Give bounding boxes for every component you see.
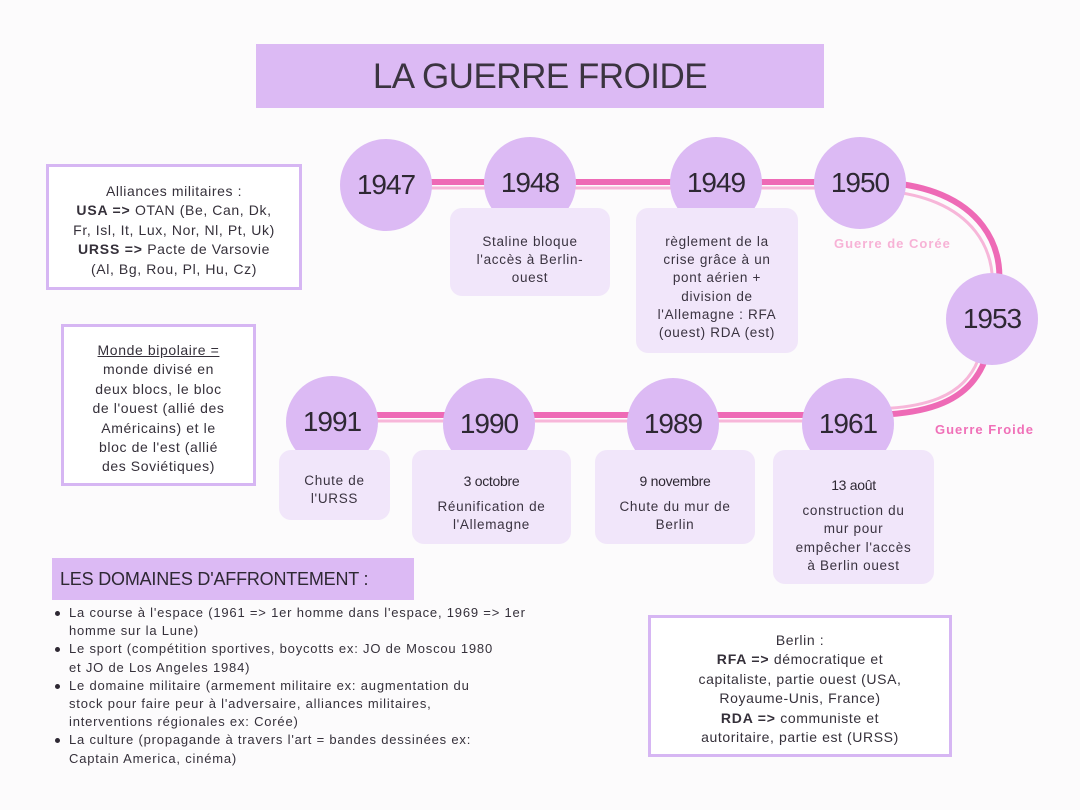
year-circle-1991: 1991: [286, 376, 378, 468]
list-line: Captain America, cinéma): [69, 750, 238, 766]
list-item: [52, 731, 592, 767]
urss-members: (Al, Bg, Rou, Pl, Hu, Cz): [91, 260, 257, 277]
list-item: [52, 677, 592, 732]
list-line: La course à l'espace (1961 => 1er homme dans l'espace, 1969 => 1er: [69, 605, 526, 620]
event-card-1961: [773, 450, 934, 584]
rda-label: RDA =>: [720, 709, 776, 726]
card-date: 13 août: [831, 477, 876, 493]
list-line: et JO de Los Angeles 1984): [69, 659, 251, 675]
year-circle-1950: 1950: [814, 137, 906, 229]
page-title: LA GUERRE FROIDE: [372, 57, 708, 96]
bipolar-line: monde divisé en: [103, 361, 214, 378]
card-line: crise grâce à un: [663, 252, 771, 268]
berlin-box: [648, 615, 952, 757]
list-line: interventions régionales ex: Corée): [69, 714, 299, 730]
bipolar-box: [61, 324, 256, 486]
label-guerre-froide: Guerre Froide: [935, 422, 1034, 437]
year-circle-1961: 1961: [802, 378, 894, 470]
list-line: stock pour faire peur à l'adversaire, alliances militaires,: [69, 696, 432, 712]
card-line: Berlin: [655, 517, 695, 533]
urss-label: URSS =>: [77, 241, 143, 258]
berlin-heading: Berlin :: [775, 632, 825, 648]
bullet-icon: [55, 611, 60, 616]
card-line: l'Allemagne : RFA: [657, 306, 777, 322]
rfa-text: démocratique et: [773, 651, 884, 668]
list-line: Le sport (compétition sportives, boycotts ex: JO de Moscou 1980: [69, 641, 493, 657]
event-card-1989: [595, 450, 755, 544]
bipolar-line: de l'ouest (allié des: [92, 400, 225, 417]
card-line: l'Allemagne: [452, 517, 531, 533]
domains-list: [52, 604, 592, 768]
usa-label: USA =>: [76, 202, 131, 219]
card-line: l'URSS: [310, 491, 359, 507]
usa-members: Fr, Isl, It, Lux, Nor, Nl, Pt, Uk): [73, 221, 275, 238]
bipolar-line: bloc de l'est (allié: [99, 439, 218, 456]
card-date: 9 novembre: [639, 473, 711, 489]
alliances-box: [46, 164, 302, 290]
card-line: empêcher l'accès: [795, 539, 912, 555]
bipolar-term: Monde bipolaire =: [97, 342, 220, 358]
rfa-line: capitaliste, partie ouest (USA,: [698, 670, 902, 687]
rfa-label: RFA =>: [716, 651, 770, 668]
event-card-1948: [450, 208, 610, 296]
event-card-1949: [636, 208, 798, 353]
rda-line: autoritaire, partie est (URSS): [701, 729, 899, 746]
label-guerre-coree: Guerre de Corée: [834, 236, 951, 251]
event-card-1990: [412, 450, 571, 544]
bipolar-line: des Soviétiques): [101, 458, 216, 475]
bullet-icon: [55, 738, 60, 743]
bullet-icon: [55, 684, 60, 689]
card-line: construction du: [802, 503, 905, 519]
card-line: Chute de: [304, 473, 365, 488]
year-circle-1953: 1953: [946, 273, 1038, 365]
card-line: pont aérien +: [672, 270, 762, 286]
card-line: l'accès à Berlin-: [476, 252, 584, 268]
rfa-line: Royaume-Unis, France): [719, 690, 881, 707]
card-line: ouest: [511, 270, 549, 286]
year-circle-1990: 1990: [443, 378, 535, 470]
list-item: [52, 604, 592, 640]
card-line: Réunification de: [437, 499, 546, 515]
card-line: règlement de la: [665, 234, 769, 249]
list-line: Le domaine militaire (armement militaire ex: augmentation du: [69, 677, 470, 693]
card-line: mur pour: [823, 521, 884, 537]
urss-text: Pacte de Varsovie: [147, 241, 271, 258]
year-circle-1947: 1947: [340, 139, 432, 231]
alliances-heading: Alliances militaires :: [105, 183, 243, 199]
card-line: Staline bloque: [482, 234, 578, 249]
bipolar-line: Américains) et le: [101, 419, 216, 436]
bullet-icon: [55, 647, 60, 652]
bipolar-line: deux blocs, le bloc: [95, 380, 222, 397]
usa-text: OTAN (Be, Can, Dk,: [135, 202, 272, 219]
event-card-1991: [279, 450, 390, 520]
card-date: 3 octobre: [463, 473, 520, 489]
year-circle-1948: 1948: [484, 137, 576, 229]
card-line: division de: [681, 288, 753, 304]
card-line: Chute du mur de: [619, 499, 731, 515]
card-line: à Berlin ouest: [807, 557, 900, 573]
card-line: (ouest) RDA (est): [658, 325, 776, 341]
domains-heading: LES DOMAINES D'AFFRONTEMENT :: [60, 569, 369, 589]
list-line: homme sur la Lune): [69, 623, 200, 639]
year-circle-1949: 1949: [670, 137, 762, 229]
rda-text: communiste et: [780, 709, 880, 726]
year-circle-1989: 1989: [627, 378, 719, 470]
list-item: [52, 640, 592, 676]
list-line: La culture (propagande à travers l'art = bandes dessinées ex:: [69, 732, 472, 748]
